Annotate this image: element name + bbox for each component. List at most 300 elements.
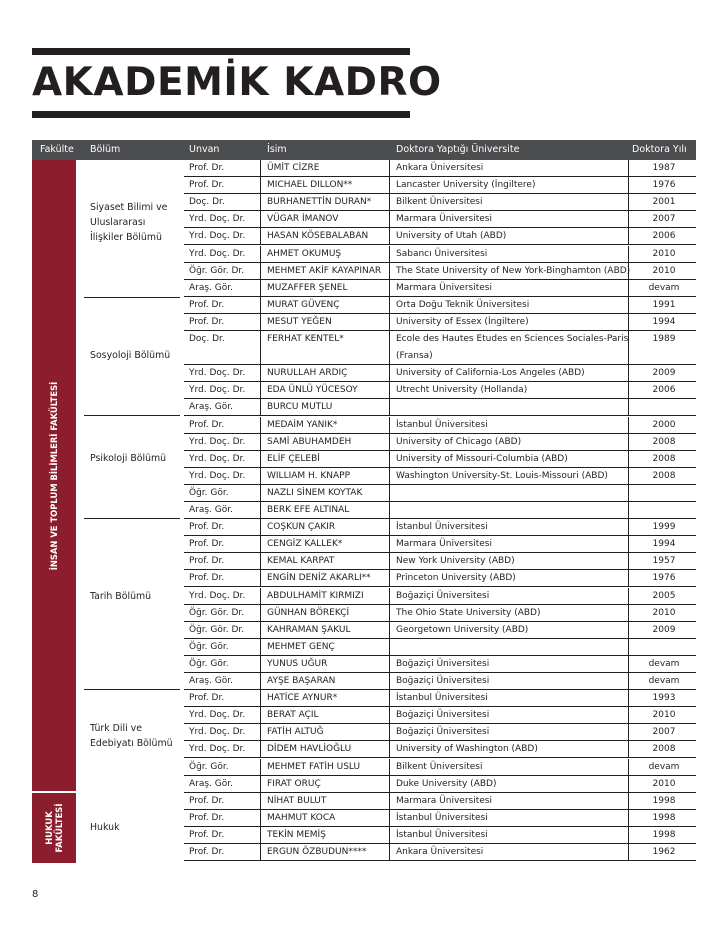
staff-title-cell: Öğr. Gör. Dr. (189, 265, 245, 276)
column-divider (389, 280, 390, 297)
column-divider (260, 793, 261, 810)
staff-university-cell: Marmara Üniversitesi (396, 795, 492, 806)
column-divider (389, 451, 390, 468)
column-divider (389, 519, 390, 536)
staff-university-cell: University of California-Los Angeles (ABD) (396, 368, 585, 379)
column-divider (628, 776, 629, 793)
staff-year-cell (632, 502, 696, 518)
column-divider (628, 434, 629, 451)
department-line: İlişkiler Bölümü (90, 231, 162, 243)
table-row (184, 519, 696, 536)
staff-name-cell: MEDAİM YANIK* (267, 419, 338, 430)
column-divider (389, 844, 390, 861)
staff-university-cell: Bilkent Üniversitesi (396, 197, 483, 208)
column-divider (260, 297, 261, 314)
table-row (184, 810, 696, 827)
staff-title-cell: Prof. Dr. (189, 693, 225, 704)
staff-university-cell: University of Utah (ABD) (396, 231, 507, 242)
column-divider (389, 793, 390, 810)
column-divider (389, 468, 390, 485)
column-divider (628, 553, 629, 570)
table-header (32, 140, 696, 160)
staff-year-cell: 2010 (652, 710, 676, 721)
department-line: Uluslararası (90, 216, 146, 228)
staff-university-cell: İstanbul Üniversitesi (396, 829, 488, 840)
table-row (184, 280, 696, 297)
table-row (184, 331, 696, 348)
department-separator (84, 689, 180, 690)
column-divider (628, 177, 629, 194)
faculty-law-band (32, 793, 76, 863)
column-divider (260, 382, 261, 399)
table-row (184, 228, 696, 245)
staff-university-cell: Marmara Üniversitesi (396, 214, 492, 225)
column-divider (628, 382, 629, 399)
column-divider (389, 776, 390, 793)
header-university: Doktora Yaptığı Üniversite (396, 144, 520, 155)
staff-year-cell: 1987 (652, 163, 676, 173)
staff-name-cell: MAHMUT KOCA (267, 812, 336, 823)
title-rule-bottom (32, 111, 410, 118)
staff-name-cell: ENGİN DENİZ AKARLI** (267, 573, 371, 584)
staff-title-cell: Öğr. Gör. (189, 641, 229, 652)
department-separator (84, 297, 180, 298)
department-sociology (90, 348, 170, 363)
column-divider (628, 451, 629, 468)
table-row (184, 468, 696, 485)
column-divider (628, 417, 629, 434)
column-divider (260, 485, 261, 502)
column-divider (260, 280, 261, 297)
staff-name-cell: MICHAEL DILLON** (267, 180, 353, 191)
table-row (184, 348, 696, 365)
header-name: İsim (267, 144, 287, 155)
staff-year-cell: devam (648, 658, 680, 669)
column-divider (389, 690, 390, 707)
column-divider (389, 399, 390, 416)
staff-year-cell (632, 639, 696, 655)
staff-university-cell: Boğaziçi Üniversitesi (396, 658, 490, 669)
column-divider (260, 399, 261, 416)
staff-name-cell: ELİF ÇELEBİ (267, 453, 320, 464)
faculty-label-line: FAKÜLTESİ (54, 803, 64, 853)
table-row (184, 365, 696, 382)
staff-name-cell: HATİCE AYNUR* (267, 693, 338, 704)
staff-year-cell: 2010 (652, 248, 676, 259)
department-separator (84, 518, 180, 519)
column-divider (628, 365, 629, 382)
staff-name-cell: NURULLAH ARDIÇ (267, 368, 348, 379)
staff-title-cell: Prof. Dr. (189, 795, 225, 806)
table-row (184, 246, 696, 263)
table-row (184, 485, 696, 502)
staff-year-cell: 2007 (652, 727, 676, 738)
staff-title-cell: Doç. Dr. (189, 197, 225, 208)
table-row (184, 536, 696, 553)
staff-name-cell: MEHMET GENÇ (267, 641, 335, 652)
staff-university-cell: (Fransa) (396, 351, 433, 362)
table-row (184, 793, 696, 810)
staff-title-cell: Doç. Dr. (189, 334, 225, 344)
column-divider (260, 690, 261, 707)
staff-university-cell: University of Washington (ABD) (396, 744, 538, 755)
column-divider (389, 502, 390, 519)
department-line: Tarih Bölümü (90, 590, 152, 602)
staff-name-cell: FERHAT KENTEL* (267, 334, 344, 344)
staff-title-cell: Prof. Dr. (189, 419, 225, 430)
staff-name-cell: MEHMET FATİH USLU (267, 761, 361, 772)
staff-name-cell: CENGİZ KALLEK* (267, 539, 343, 550)
column-divider (260, 553, 261, 570)
staff-university-cell: Boğaziçi Üniversitesi (396, 676, 490, 686)
column-divider (389, 297, 390, 314)
staff-year-cell: 2008 (652, 744, 676, 755)
staff-year-cell: 2001 (652, 197, 676, 208)
table-row (184, 314, 696, 331)
faculty-label-line: İNSAN VE TOPLUM BİLİMLERİ FAKÜLTESİ (49, 381, 59, 571)
column-divider (389, 417, 390, 434)
staff-university-cell: İstanbul Üniversitesi (396, 419, 488, 430)
staff-title-cell: Öğr. Gör. (189, 487, 229, 498)
staff-title-cell: Yrd. Doç. Dr. (189, 453, 246, 464)
column-divider (260, 536, 261, 553)
staff-title-cell: Yrd. Doç. Dr. (189, 436, 246, 447)
column-divider (389, 588, 390, 605)
staff-university-cell: Ecole des Hautes Etudes en Sciences Sociales-Paris (396, 334, 629, 344)
staff-name-cell: MURAT GÜVENÇ (267, 299, 340, 310)
header-year: Doktora Yılı (632, 144, 687, 155)
column-divider (628, 673, 629, 690)
table-row (184, 382, 696, 399)
column-divider (260, 468, 261, 485)
column-divider (260, 844, 261, 861)
faculty-label (44, 803, 64, 852)
staff-university-cell: University of Essex (İngiltere) (396, 316, 529, 327)
column-divider (628, 622, 629, 639)
staff-title-cell: Öğr. Gör. Dr. (189, 607, 245, 618)
column-divider (389, 177, 390, 194)
table-row (184, 553, 696, 570)
column-divider (260, 177, 261, 194)
column-divider (628, 690, 629, 707)
staff-title-cell: Araş. Gör. (189, 676, 233, 686)
column-divider (628, 605, 629, 622)
column-divider (389, 211, 390, 228)
table-row (184, 588, 696, 605)
column-divider (389, 536, 390, 553)
title-rule-top (32, 48, 410, 55)
table-row (184, 656, 696, 673)
staff-year-cell: 2008 (652, 470, 676, 481)
table-row (184, 399, 696, 416)
staff-university-cell: The State University of New York-Binghamton (ABD) (396, 265, 631, 276)
column-divider (389, 434, 390, 451)
staff-title-cell: Prof. Dr. (189, 163, 225, 173)
table-row (184, 263, 696, 280)
staff-name-cell: BURHANETTİN DURAN* (267, 197, 372, 208)
column-divider (628, 280, 629, 297)
column-divider (260, 246, 261, 263)
staff-name-cell: KEMAL KARPAT (267, 556, 335, 567)
staff-year-cell: 2000 (652, 419, 676, 430)
table-row (184, 690, 696, 707)
staff-title-cell: Araş. Gör. (189, 282, 233, 293)
staff-year-cell: 1989 (652, 334, 676, 344)
staff-year-cell (632, 485, 696, 501)
table-row (184, 194, 696, 211)
column-divider (628, 314, 629, 331)
staff-year-cell: 2009 (652, 368, 676, 379)
column-divider (389, 810, 390, 827)
column-divider (628, 656, 629, 673)
staff-year-cell: 1998 (652, 812, 676, 823)
department-separator (84, 415, 180, 416)
staff-title-cell: Öğr. Gör. Dr. (189, 624, 245, 635)
column-divider (260, 194, 261, 211)
staff-university-cell: Duke University (ABD) (396, 778, 497, 789)
staff-university-cell: İstanbul Üniversitesi (396, 693, 488, 704)
staff-title-cell: Prof. Dr. (189, 812, 225, 823)
staff-year-cell: 2009 (652, 624, 676, 635)
table-row (184, 570, 696, 587)
column-divider (389, 827, 390, 844)
table-row (184, 622, 696, 639)
staff-name-cell: MESUT YEĞEN (267, 316, 332, 327)
staff-title-cell: Prof. Dr. (189, 299, 225, 310)
column-divider (260, 741, 261, 758)
column-divider (628, 399, 629, 416)
column-divider (628, 228, 629, 245)
column-divider (628, 485, 629, 502)
column-divider (260, 502, 261, 519)
staff-name-cell: SAMİ ABUHAMDEH (267, 436, 352, 447)
staff-name-cell: GÜNHAN BÖREKÇİ (267, 607, 350, 618)
table-row (184, 160, 696, 177)
staff-name-cell: DİDEM HAVLİOĞLU (267, 744, 352, 755)
column-divider (260, 810, 261, 827)
staff-name-cell: ÜMİT CİZRE (267, 163, 320, 173)
table-row (184, 844, 696, 861)
column-divider (260, 263, 261, 280)
department-psychology (90, 451, 166, 466)
staff-year-cell: 2005 (652, 590, 676, 601)
staff-name-cell: BURCU MUTLU (267, 402, 333, 413)
department-line: Hukuk (90, 821, 120, 833)
column-divider (260, 519, 261, 536)
table-row (184, 741, 696, 758)
staff-university-cell: İstanbul Üniversitesi (396, 812, 488, 823)
column-divider (260, 365, 261, 382)
column-divider (628, 707, 629, 724)
staff-year-cell: 2008 (652, 436, 676, 447)
staff-year-cell: 2010 (652, 265, 676, 276)
column-divider (628, 502, 629, 519)
staff-title-cell: Araş. Gör. (189, 505, 233, 515)
staff-name-cell: WILLIAM H. KNAPP (267, 470, 350, 481)
column-divider (260, 348, 261, 365)
staff-year-cell: 2010 (652, 778, 676, 789)
staff-name-cell: COŞKUN ÇAKIR (267, 522, 336, 533)
column-divider (260, 451, 261, 468)
staff-university-cell: Ankara Üniversitesi (396, 163, 484, 173)
staff-year-cell: devam (648, 761, 680, 772)
table-row (184, 724, 696, 741)
staff-title-cell: Araş. Gör. (189, 778, 233, 789)
staff-year-cell: 1993 (652, 693, 676, 704)
column-divider (389, 570, 390, 587)
staff-university-cell: Princeton University (ABD) (396, 573, 516, 584)
column-divider (628, 810, 629, 827)
department-political-science (90, 200, 167, 245)
column-divider (628, 570, 629, 587)
table-row (184, 211, 696, 228)
staff-title-cell: Yrd. Doç. Dr. (189, 744, 246, 755)
column-divider (389, 263, 390, 280)
column-divider (628, 639, 629, 656)
staff-university-cell: Marmara Üniversitesi (396, 539, 492, 550)
faculty-humanities-band (32, 160, 76, 792)
faculty-label (49, 382, 59, 570)
staff-title-cell: Prof. Dr. (189, 556, 225, 567)
column-divider (628, 348, 629, 365)
department-law (90, 820, 120, 835)
column-divider (389, 194, 390, 211)
column-divider (260, 605, 261, 622)
staff-university-cell: Orta Doğu Teknik Üniversitesi (396, 299, 530, 310)
table-row (184, 297, 696, 314)
table-row (184, 673, 696, 690)
staff-year-cell: 2007 (652, 214, 676, 225)
column-divider (260, 656, 261, 673)
staff-title-cell: Yrd. Doç. Dr. (189, 385, 246, 396)
page-number: 8 (32, 889, 39, 900)
column-divider (260, 673, 261, 690)
staff-title-cell: Yrd. Doç. Dr. (189, 368, 246, 379)
column-divider (389, 707, 390, 724)
staff-name-cell: MUZAFFER ŞENEL (267, 282, 348, 293)
staff-university-cell: Washington University-St. Louis-Missouri (ABD) (396, 470, 608, 481)
staff-year-cell: 1994 (652, 316, 676, 327)
department-line: Türk Dili ve (90, 722, 142, 734)
header-title: Unvan (189, 144, 220, 155)
column-divider (628, 536, 629, 553)
staff-name-cell: FATİH ALTUĞ (267, 727, 324, 738)
department-history (90, 589, 151, 604)
staff-year-cell: 1976 (652, 180, 676, 191)
header-faculty: Fakülte (40, 144, 74, 155)
staff-name-cell: ABDULHAMİT KIRMIZI (267, 590, 364, 601)
staff-year-cell (632, 348, 696, 364)
staff-title-cell: Prof. Dr. (189, 316, 225, 327)
staff-name-cell: KAHRAMAN ŞAKUL (267, 624, 351, 635)
staff-year-cell (632, 399, 696, 415)
staff-university-cell: University of Missouri-Columbia (ABD) (396, 453, 568, 464)
staff-year-cell: 1998 (652, 795, 676, 806)
staff-year-cell: 2006 (652, 231, 676, 242)
column-divider (628, 160, 629, 177)
staff-title-cell: Öğr. Gör. (189, 761, 229, 772)
column-divider (389, 673, 390, 690)
column-divider (389, 331, 390, 348)
column-divider (260, 417, 261, 434)
department-line: Sosyoloji Bölümü (90, 350, 171, 362)
staff-name-cell: MEHMET AKİF KAYAPINAR (267, 265, 382, 276)
column-divider (260, 434, 261, 451)
staff-title-cell: Prof. Dr. (189, 522, 225, 533)
column-divider (389, 759, 390, 776)
column-divider (389, 382, 390, 399)
staff-name-cell: AHMET OKUMUŞ (267, 248, 342, 259)
staff-title-cell: Araş. Gör. (189, 402, 233, 413)
staff-title-cell: Yrd. Doç. Dr. (189, 470, 246, 481)
column-divider (389, 228, 390, 245)
staff-university-cell: Marmara Üniversitesi (396, 282, 492, 293)
staff-name-cell: NİHAT BULUT (267, 795, 327, 806)
table-row (184, 776, 696, 793)
column-divider (389, 724, 390, 741)
column-divider (628, 844, 629, 861)
staff-name-cell: NAZLI SİNEM KOYTAK (267, 487, 363, 498)
column-divider (260, 639, 261, 656)
column-divider (260, 570, 261, 587)
column-divider (260, 160, 261, 177)
staff-year-cell: 1998 (652, 829, 676, 840)
column-divider (389, 622, 390, 639)
column-divider (389, 160, 390, 177)
staff-year-cell: 1991 (652, 299, 676, 310)
table-row (184, 434, 696, 451)
column-divider (260, 211, 261, 228)
staff-name-cell: BERAT AÇIL (267, 710, 319, 721)
department-line: Siyaset Bilimi ve (90, 201, 168, 213)
staff-title-cell: Yrd. Doç. Dr. (189, 214, 246, 225)
column-divider (260, 622, 261, 639)
department-turkish-literature (90, 721, 173, 751)
staff-name-cell: ERGUN ÖZBUDUN**** (267, 847, 367, 857)
staff-title-cell: Öğr. Gör. (189, 658, 229, 669)
staff-title-cell: Yrd. Doç. Dr. (189, 590, 246, 601)
staff-name-cell: EDA ÜNLÜ YÜCESOY (267, 385, 358, 396)
column-divider (389, 348, 390, 365)
column-divider (628, 194, 629, 211)
staff-title-cell: Yrd. Doç. Dr. (189, 710, 246, 721)
staff-university-cell: New York University (ABD) (396, 556, 515, 567)
staff-university-cell: Lancaster University (İngiltere) (396, 180, 536, 191)
staff-title-cell: Prof. Dr. (189, 847, 225, 857)
staff-university-cell: Bilkent Üniversitesi (396, 761, 483, 772)
column-divider (260, 228, 261, 245)
staff-year-cell: 1957 (652, 556, 676, 567)
column-divider (628, 297, 629, 314)
column-divider (389, 605, 390, 622)
staff-name-cell: AYŞE BAŞARAN (267, 676, 336, 686)
staff-university-cell: Georgetown University (ABD) (396, 624, 529, 635)
table-row (184, 605, 696, 622)
column-divider (389, 314, 390, 331)
table-row (184, 827, 696, 844)
staff-year-cell: devam (648, 282, 680, 293)
column-divider (628, 827, 629, 844)
column-divider (260, 707, 261, 724)
column-divider (628, 724, 629, 741)
column-divider (389, 656, 390, 673)
staff-name-cell: HASAN KÖSEBALABAN (267, 231, 369, 242)
page-title: AKADEMİK KADRO (32, 60, 442, 105)
column-divider (260, 827, 261, 844)
staff-university-cell: The Ohio State University (ABD) (396, 607, 541, 618)
staff-year-cell: devam (648, 676, 680, 686)
staff-university-cell: Boğaziçi Üniversitesi (396, 727, 490, 738)
